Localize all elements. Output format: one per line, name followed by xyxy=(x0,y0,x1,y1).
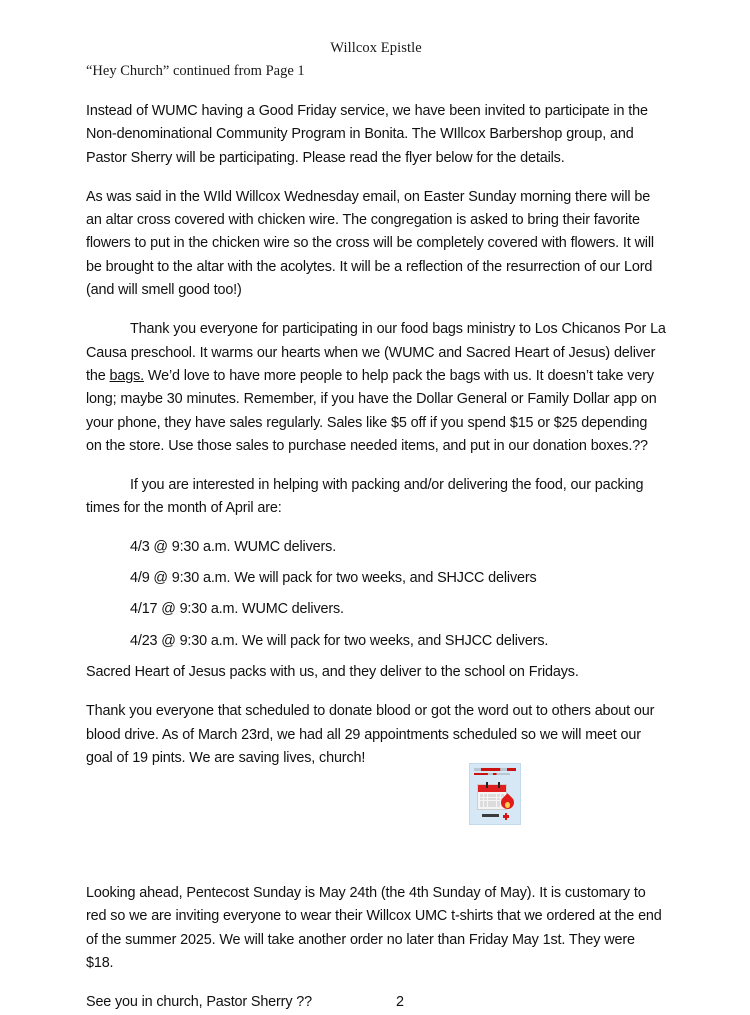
blood-drop-icon xyxy=(501,796,514,812)
paragraph-food-bags xyxy=(86,318,666,458)
closing-signature: See you in church, Pastor Sherry ?? xyxy=(86,994,312,1011)
flyer-footer-text-bar xyxy=(482,814,499,817)
flyer-headline-line xyxy=(474,773,510,775)
page-number: 2 xyxy=(396,994,404,1011)
paragraph-pentecost: Looking ahead, Pentecost Sunday is May 24th (the 4th Sunday of May). It is customary to red so we are inviting everyone to wear their Willcox UMC t-shirts that we ordered at the end of the summer 2025. We will take another order no later than Friday May 1st. They were $18. xyxy=(86,885,662,972)
paragraph-easter-cross: As was said in the WIld Willcox Wednesday email, on Easter Sunday morning there will be an altar cross covered with chicken wire. The congregation is asked to bring their favorite flowers to put in the chicken wire so the cross will be completely covered with flowers. It will be brought to the altar with the acolytes. It will be a reflection of the resurrection of our Lord (and will smell good too!) xyxy=(86,188,654,299)
flyer-footer-block xyxy=(482,813,510,819)
article-continuation-label: “Hey Church” continued from Page 1 xyxy=(86,63,305,79)
flyer-headline-text-block xyxy=(474,768,516,779)
flyer-headline-line xyxy=(474,768,516,770)
calendar-ring-icon xyxy=(498,782,500,788)
calendar-header-bar xyxy=(478,785,506,792)
paragraph-blood-drive: Thank you everyone that scheduled to donate blood or got the word out to others about our blood drive. As of March 23rd, we had all 29 appointments scheduled so we will meet our goal of 19 pints. We are saving lives, church! xyxy=(86,703,655,766)
page-content xyxy=(86,40,666,1015)
blood-drive-flyer-image[interactable] xyxy=(469,763,521,825)
paragraph-packing-intro: If you are interested in helping with packing and/or delivering the food, our packing times for the month of April are: xyxy=(86,477,644,517)
packing-date-item: 4/9 @ 9:30 a.m. We will pack for two weeks, and SHJCC delivers xyxy=(130,570,537,587)
paragraph-sacred-heart-note: Sacred Heart of Jesus packs with us, and they deliver to the school on Fridays. xyxy=(86,663,579,680)
bags-link[interactable]: bags. xyxy=(109,367,144,384)
closing-line-row xyxy=(86,991,666,1014)
packing-date-item: 4/3 @ 9:30 a.m. WUMC delivers. xyxy=(130,538,337,555)
food-bags-text-part-1: Thank you everyone for participating in our food bags ministry to Los Chicanos Por La Causa preschool. It warms our hearts when we (WUMC and Sacred Heart of Jesus) deliver the xyxy=(86,321,666,384)
calendar-ring-icon xyxy=(486,782,488,788)
packing-date-item: 4/17 @ 9:30 a.m. WUMC delivers. xyxy=(130,601,344,618)
page-title: Willcox Epistle xyxy=(330,40,422,56)
food-bags-text-part-2: We’d love to have more people to help pack the bags with us. It doesn’t take very long; maybe 30 minutes. Remember, if you have the Dollar General or Family Dollar app on your phone, they have sales regularly. Sales like $5 off if you spend $15 or $25 depending on the store. Use those sales to purchase needed items, and put in our donation boxes.?? xyxy=(86,367,657,454)
packing-date-item: 4/23 @ 9:30 a.m. We will pack for two weeks, and SHJCC delivers. xyxy=(130,632,549,649)
flyer-spacer xyxy=(86,786,666,882)
medical-cross-icon xyxy=(503,815,509,817)
paragraph-good-friday: Instead of WUMC having a Good Friday service, we have been invited to participate in the Non-denominational Community Program in Bonita. The WIllcox Barbershop group, and Pastor Sherry will be participating. Please read the flyer below for the details. xyxy=(86,103,648,166)
